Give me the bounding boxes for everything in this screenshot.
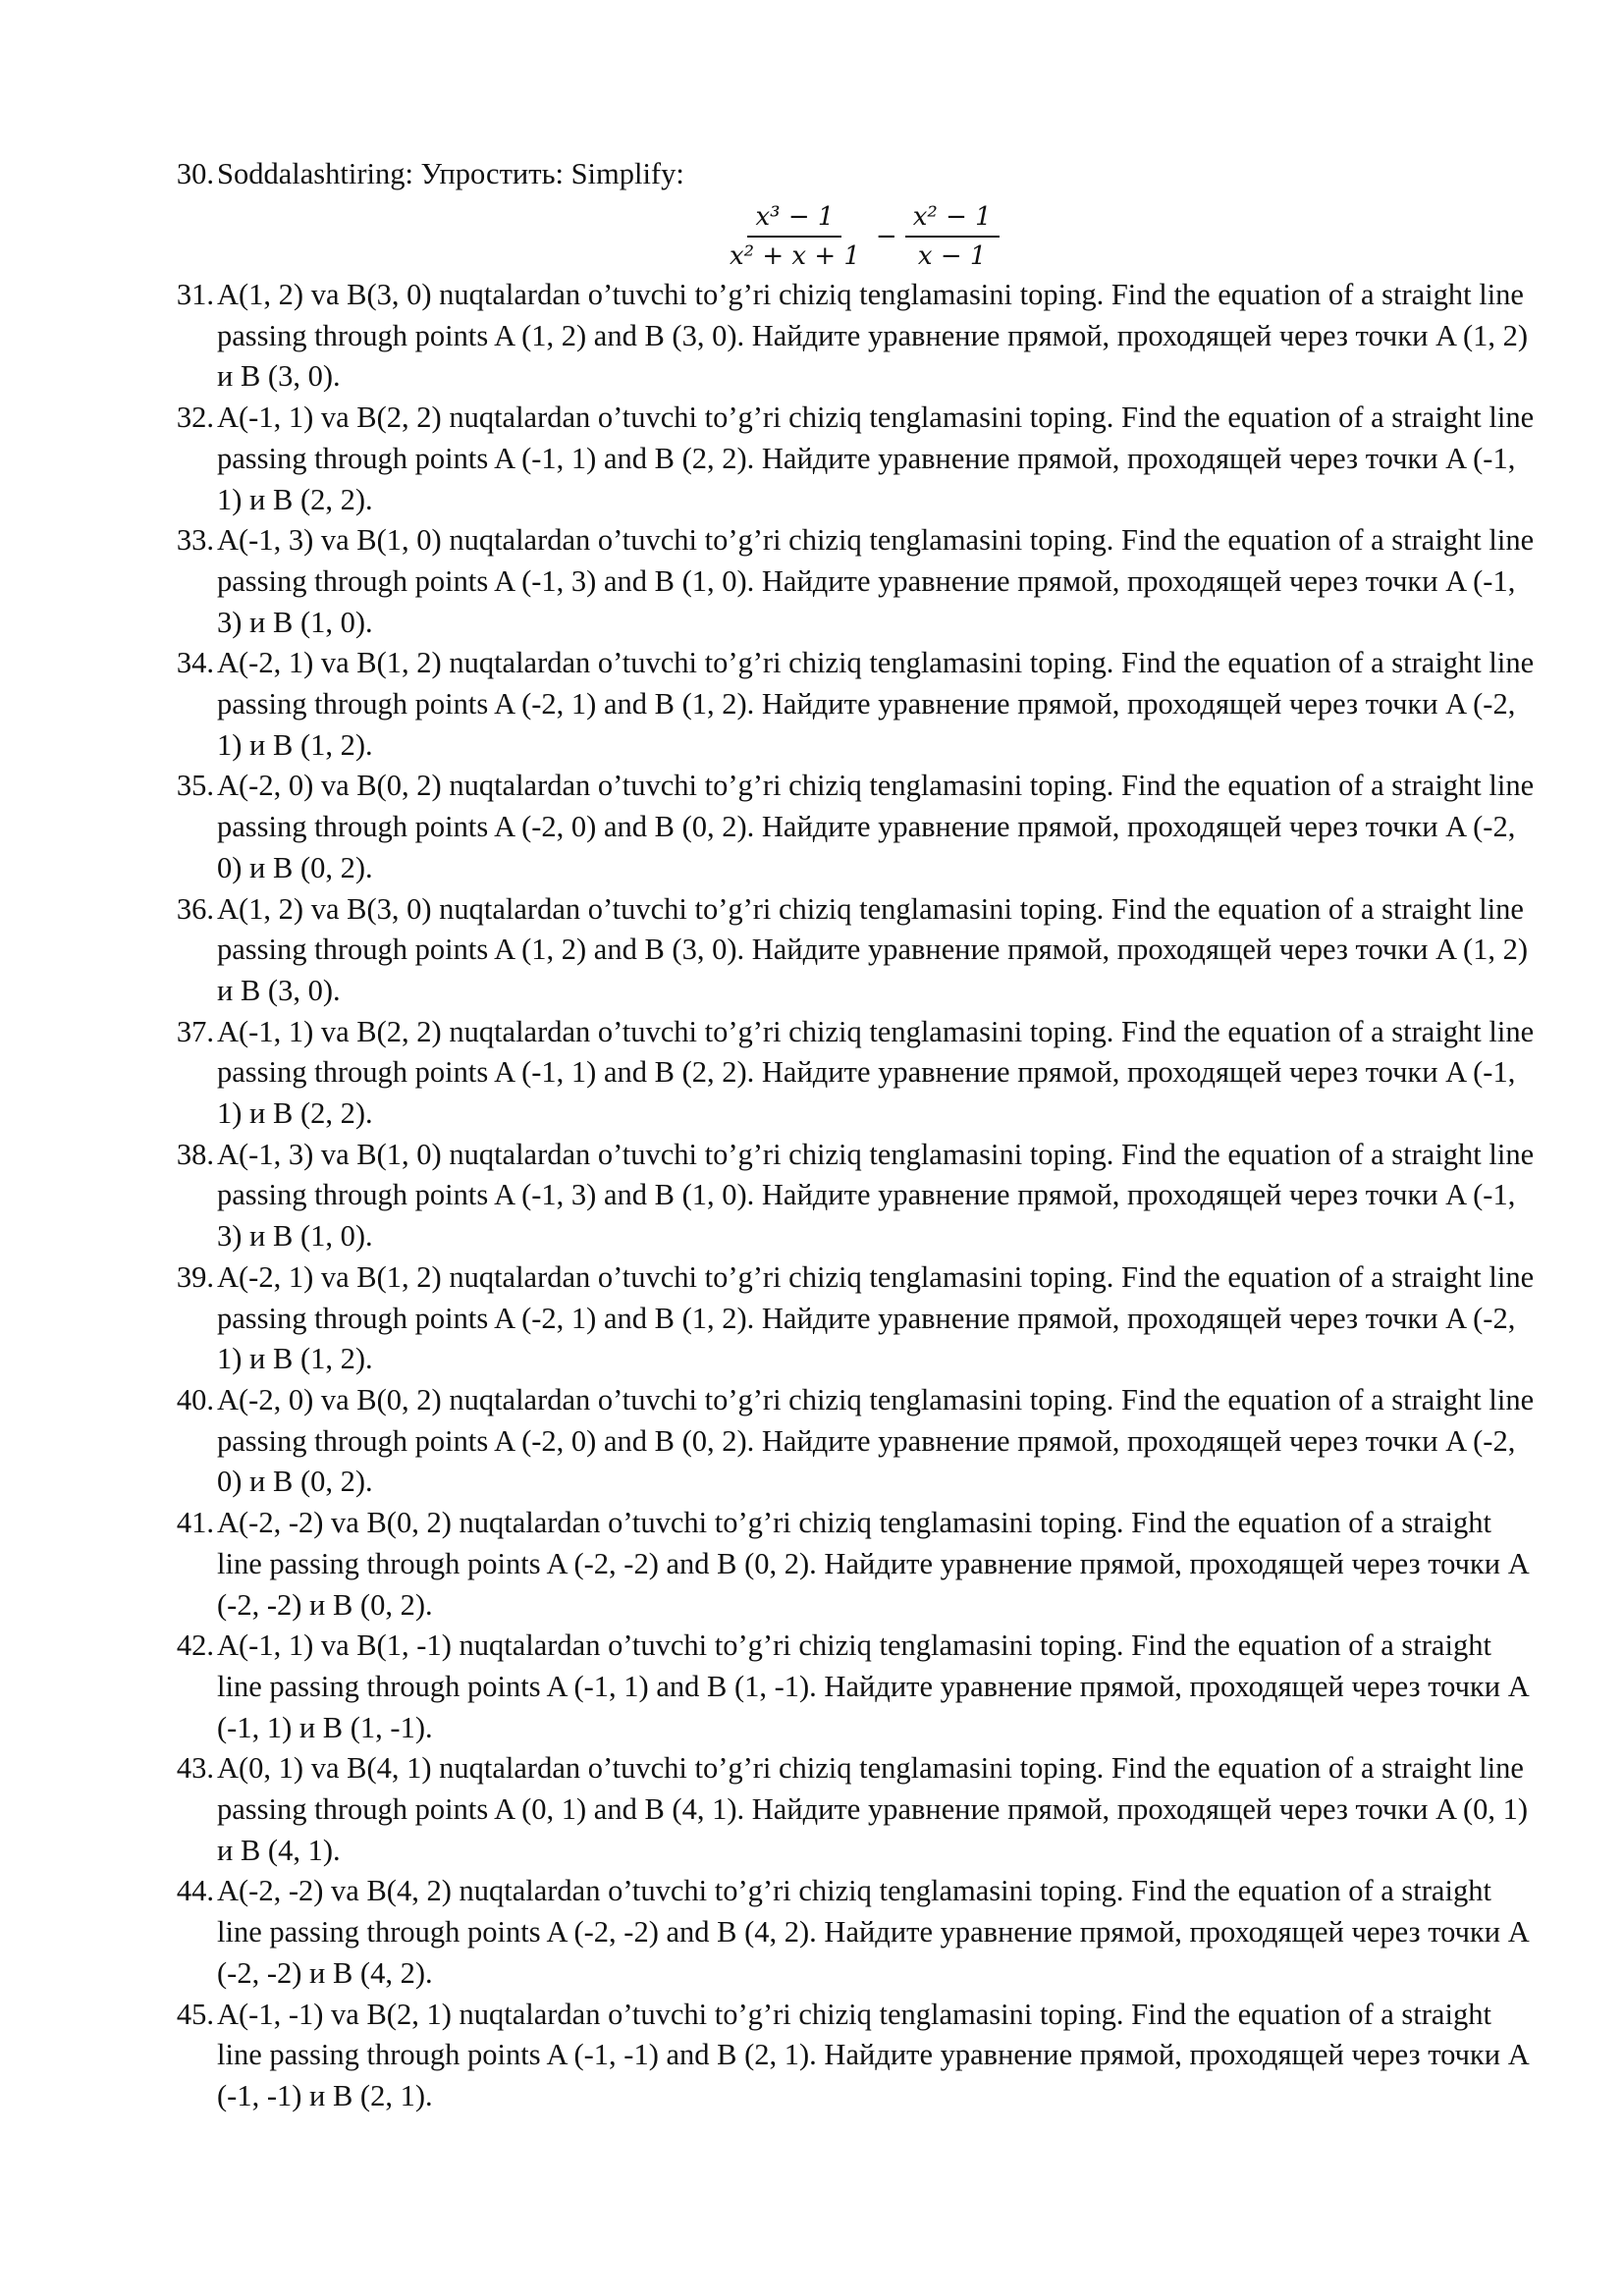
problem-30 [163, 154, 1538, 194]
problem-text: A(-2, 1) va B(1, 2) nuqtalardan o’tuvchi to’g’ri chiziq tenglamasini toping. Find the equation of a straight line passing through points A (-2, 1) and B (1, 2). Найдите уравнение прямой, проходящей через точки A (-2, 1) и B (1, 2). [217, 1259, 1535, 1376]
problem-number: 41. [176, 1506, 214, 1540]
problem-item [163, 1871, 1538, 1994]
problem-text: A(-1, 1) va B(1, -1) nuqtalardan o’tuvchi to’g’ri chiziq tenglamasini toping. Find the equation of a straight line passing through points A (-1, 1) and B (1, -1). Найдите уравнение прямой, проходящей через точки A (-1, 1) и B (1, -1). [217, 1629, 1529, 1744]
second-denominator: x − 1 [917, 241, 987, 271]
problem-item [163, 1135, 1538, 1257]
problem-number: 36. [176, 891, 214, 926]
problem-number: 35. [176, 769, 214, 803]
first-fraction [722, 202, 868, 271]
problem-item [163, 1503, 1538, 1626]
simplify-formula [722, 192, 1000, 281]
problem-number: 40. [176, 1382, 214, 1416]
problem-list [163, 275, 1538, 2117]
problem-text: A(-2, -2) va B(0, 2) nuqtalardan o’tuvchi to’g’ri chiziq tenglamasini toping. Find the equation of a straight line passing through points A (-2, -2) and B (0, 2). Найдите уравнение прямой, проходящей через точки A (-2, -2) и B (0, 2). [217, 1506, 1529, 1622]
problem-item [163, 398, 1538, 520]
problem-number: 38. [176, 1137, 214, 1171]
problem-number: 34. [176, 646, 214, 680]
problem-item [163, 1995, 1538, 2117]
problem-text: A(-2, -2) va B(4, 2) nuqtalardan o’tuvchi to’g’ri chiziq tenglamasini toping. Find the equation of a straight line passing through points A (-2, -2) and B (4, 2). Найдите уравнение прямой, проходящей через точки A (-2, -2) и B (4, 2). [217, 1874, 1529, 1990]
problem-number: 37. [176, 1014, 214, 1048]
problem-item [163, 1380, 1538, 1503]
problem-text: A(-2, 1) va B(1, 2) nuqtalardan o’tuvchi to’g’ri chiziq tenglamasini toping. Find the equation of a straight line passing through points A (-2, 1) and B (1, 2). Найдите уравнение прямой, проходящей через точки A (-2, 1) и B (1, 2). [217, 646, 1535, 762]
problem-number: 30. [176, 157, 214, 190]
problem-item [163, 1626, 1538, 1748]
problem-text: A(0, 1) va B(4, 1) nuqtalardan o’tuvchi to’g’ri chiziq tenglamasini toping. Find the equation of a straight line passing through points A (0, 1) and B (4, 1). Найдите уравнение прямой, проходящей через точки A (0, 1) и B (4, 1). [217, 1751, 1529, 1867]
problem-number: 31. [176, 278, 214, 311]
problem-number: 45. [176, 1997, 214, 2031]
first-denominator: x² + x + 1 [730, 241, 860, 271]
second-fraction [905, 202, 1000, 271]
problem-item [163, 520, 1538, 643]
first-numerator: x³ − 1 [747, 202, 841, 238]
problem-text: A(1, 2) va B(3, 0) nuqtalardan o’tuvchi to’g’ri chiziq tenglamasini toping. Find the equation of a straight line passing through points A (1, 2) and B (3, 0). Найдите уравнение прямой, проходящей через точки A (1, 2) и B (3, 0). [217, 278, 1529, 394]
problem-item [163, 1748, 1538, 1871]
problem-text: A(-1, 3) va B(1, 0) nuqtalardan o’tuvchi to’g’ri chiziq tenglamasini toping. Find the equation of a straight line passing through points A (-1, 3) and B (1, 0). Найдите уравнение прямой, проходящей через точки A (-1, 3) и B (1, 0). [217, 1137, 1535, 1254]
problem-text: A(1, 2) va B(3, 0) nuqtalardan o’tuvchi to’g’ri chiziq tenglamasini toping. Find the equation of a straight line passing through points A (1, 2) and B (3, 0). Найдите уравнение прямой, проходящей через точки A (1, 2) и B (3, 0). [217, 891, 1529, 1007]
problem-number: 42. [176, 1629, 214, 1663]
problem-number: 43. [176, 1751, 214, 1786]
problem-number: 44. [176, 1874, 214, 1908]
problem-item [163, 1012, 1538, 1135]
problem-text: A(-2, 0) va B(0, 2) nuqtalardan o’tuvchi to’g’ri chiziq tenglamasini toping. Find the equation of a straight line passing through points A (-2, 0) and B (0, 2). Найдите уравнение прямой, проходящей через точки A (-2, 0) и B (0, 2). [217, 769, 1535, 884]
problem-item [163, 1257, 1538, 1380]
problem-item [163, 766, 1538, 888]
problem-text: Soddalashtiring: Упростить: Simplify: [217, 157, 684, 190]
problem-text: A(-1, -1) va B(2, 1) nuqtalardan o’tuvchi to’g’ri chiziq tenglamasini toping. Find the equation of a straight line passing through points A (-1, -1) and B (2, 1). Найдите уравнение прямой, проходящей через точки A (-1, -1) и B (2, 1). [217, 1997, 1529, 2112]
problem-item [163, 275, 1538, 398]
problem-number: 33. [176, 523, 214, 558]
problem-text: A(-1, 1) va B(2, 2) nuqtalardan o’tuvchi to’g’ri chiziq tenglamasini toping. Find the equation of a straight line passing through points A (-1, 1) and B (2, 2). Найдите уравнение прямой, проходящей через точки A (-1, 1) и B (2, 2). [217, 400, 1535, 516]
problem-text: A(-1, 3) va B(1, 0) nuqtalardan o’tuvchi to’g’ri chiziq tenglamasini toping. Find the equation of a straight line passing through points A (-1, 3) and B (1, 0). Найдите уравнение прямой, проходящей через точки A (-1, 3) и B (1, 0). [217, 523, 1535, 639]
problem-number: 39. [176, 1259, 214, 1294]
problem-number: 32. [176, 400, 214, 435]
problem-text: A(-2, 0) va B(0, 2) nuqtalardan o’tuvchi to’g’ri chiziq tenglamasini toping. Find the equation of a straight line passing through points A (-2, 0) and B (0, 2). Найдите уравнение прямой, проходящей через точки A (-2, 0) и B (0, 2). [217, 1382, 1535, 1499]
second-numerator: x² − 1 [905, 202, 1000, 238]
problem-item [163, 889, 1538, 1012]
problem-item [163, 643, 1538, 766]
minus-operator: − [875, 222, 897, 251]
problem-text: A(-1, 1) va B(2, 2) nuqtalardan o’tuvchi to’g’ri chiziq tenglamasini toping. Find the equation of a straight line passing through points A (-1, 1) and B (2, 2). Найдите уравнение прямой, проходящей через точки A (-1, 1) и B (2, 2). [217, 1014, 1535, 1131]
